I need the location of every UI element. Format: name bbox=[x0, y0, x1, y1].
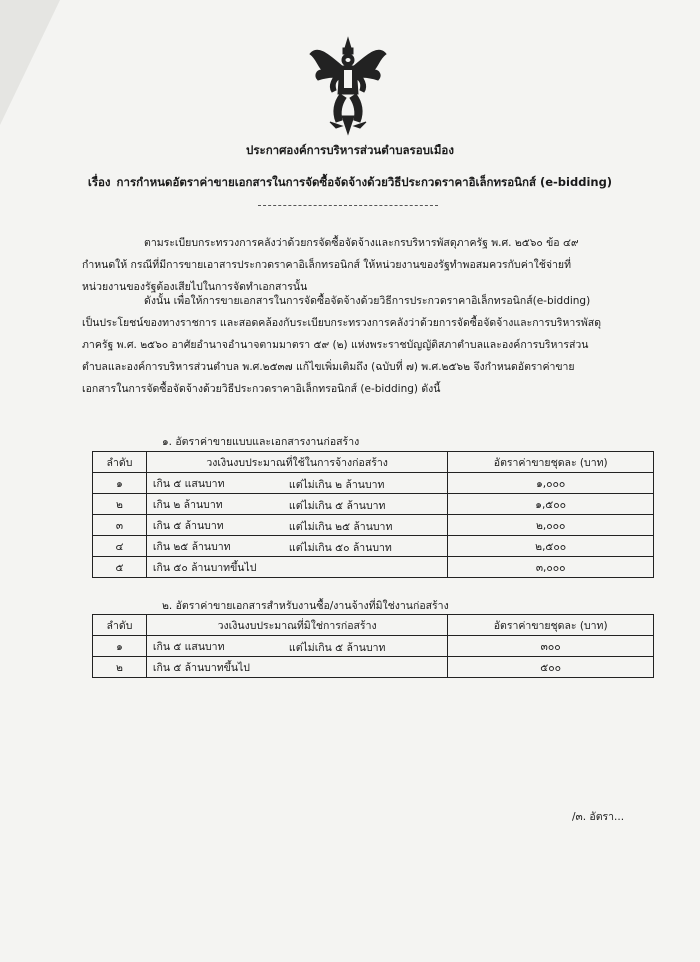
budget-range bbox=[146, 536, 447, 557]
price-cell: ๒,๐๐๐ bbox=[448, 515, 654, 536]
price-cell: ๕๐๐ bbox=[448, 657, 654, 678]
row-number: ๑ bbox=[93, 636, 147, 657]
budget-range bbox=[146, 636, 447, 657]
budget-min: เกิน ๕๐ ล้านบาทขึ้นไป bbox=[152, 561, 257, 574]
budget-max: แต่ไม่เกิน ๒ ล้านบาท bbox=[288, 479, 385, 491]
row-number: ๒ bbox=[93, 494, 147, 515]
page-fold-shadow bbox=[0, 0, 60, 125]
header-cell: วงเงินงบประมาณที่มิใช่การก่อสร้าง bbox=[146, 615, 447, 636]
budget-range bbox=[146, 473, 447, 494]
price-cell: ๒,๕๐๐ bbox=[448, 536, 654, 557]
paragraph-line: กำหนดให้ กรณีที่มีการขายเอาสารประกวดราคาอิเล็กทรอนิกส์ ให้หน่วยงานของรัฐทำพอสมควรกับค่าใช้จ่ายที่ bbox=[82, 259, 571, 271]
construction-rate-table bbox=[92, 451, 654, 578]
budget-max: แต่ไม่เกิน ๒๕ ล้านบาท bbox=[288, 521, 393, 533]
header-cell: อัตราค่าขายชุดละ (บาท) bbox=[448, 452, 654, 473]
table-row bbox=[93, 536, 654, 557]
header-cell: อัตราค่าขายชุดละ (บาท) bbox=[448, 615, 654, 636]
paragraph-line: ตำบลและองค์การบริหารส่วนตำบล พ.ศ.๒๕๓๗ แก้ไขเพิ่มเติมถึง (ฉบับที่ ๗) พ.ศ.๒๕๖๒ จึงกำหนดอัตราค่าขาย bbox=[82, 361, 575, 373]
price-cell: ๑,๐๐๐ bbox=[448, 473, 654, 494]
row-number: ๕ bbox=[93, 557, 147, 578]
table-row bbox=[93, 494, 654, 515]
subject-text: การกำหนดอัตราค่าขายเอกสารในการจัดซื้อจัดจ้างด้วยวิธีประกวดราคาอิเล็กทรอนิกส์ (e-bidding) bbox=[116, 175, 613, 189]
paragraph-line: ตามระเบียบกระทรวงการคลังว่าด้วยกรจัดซื้อจัดจ้างและกรบริหารพัสดุภาครัฐ พ.ศ. ๒๕๖๐ ข้อ ๔๙ bbox=[144, 237, 579, 249]
row-number: ๒ bbox=[93, 657, 147, 678]
budget-range bbox=[146, 494, 447, 515]
non-construction-rate-table bbox=[92, 614, 654, 678]
budget-min: เกิน ๕ ล้านบาทขึ้นไป bbox=[152, 661, 250, 674]
paragraph-line: หน่วยงานของรัฐต้องเสียไปในการจัดทำเอกสารนั้น bbox=[82, 281, 308, 293]
header-cell: ลำดับ bbox=[93, 615, 147, 636]
continued-page-marker: /๓. อัตรา... bbox=[572, 811, 625, 823]
header-cell: ลำดับ bbox=[93, 452, 147, 473]
budget-min: เกิน ๒ ล้านบาท bbox=[152, 498, 223, 511]
budget-max: แต่ไม่เกิน ๕ ล้านบาท bbox=[288, 642, 386, 654]
subject-line bbox=[0, 174, 700, 192]
table-header-row bbox=[93, 452, 654, 473]
paragraph-line: ภาครัฐ พ.ศ. ๒๕๖๐ อาศัยอำนาจอำนาจตามมาตรา ๕๙ (๒) แห่งพระราชบัญญัติสภาตำบลและองค์การบริหารส่วน bbox=[82, 339, 589, 351]
price-cell: ๓๐๐ bbox=[448, 636, 654, 657]
divider bbox=[258, 205, 438, 206]
subject-label: เรื่อง bbox=[87, 175, 111, 189]
table-row bbox=[93, 473, 654, 494]
budget-min: เกิน ๕ ล้านบาท bbox=[152, 519, 224, 532]
budget-min: เกิน ๒๕ ล้านบาท bbox=[152, 540, 231, 553]
row-number: ๔ bbox=[93, 536, 147, 557]
paragraph-line: ดังนั้น เพื่อให้การขายเอกสารในการจัดซื้อจัดจ้างด้วยวิธีการประกวดราคาอิเล็กทรอนิกส์(e-bidding) bbox=[144, 295, 591, 307]
paragraph-line: เป็นประโยชน์ของทางราชการ และสอดคล้องกับระเบียบกระทรวงการคลังว่าด้วยการจัดซื้อจัดจ้างและการบริหารพัสดุ bbox=[82, 317, 602, 329]
table-row bbox=[93, 636, 654, 657]
budget-max: แต่ไม่เกิน ๕๐ ล้านบาท bbox=[288, 542, 392, 554]
paragraph-regulation bbox=[82, 232, 658, 298]
budget-min: เกิน ๕ แสนบาท bbox=[152, 477, 225, 490]
table-row bbox=[93, 557, 654, 578]
budget-range bbox=[146, 515, 447, 536]
garuda-emblem-icon bbox=[306, 36, 390, 136]
budget-min: เกิน ๕ แสนบาท bbox=[152, 640, 225, 653]
header-cell: วงเงินงบประมาณที่ใช้ในการจ้างก่อสร้าง bbox=[146, 452, 447, 473]
budget-range bbox=[146, 557, 447, 578]
table1-caption: ๑. อัตราค่าขายแบบและเอกสารงานก่อสร้าง bbox=[162, 436, 360, 448]
budget-range bbox=[146, 657, 447, 678]
paragraph-announcement bbox=[82, 290, 658, 400]
price-cell: ๓,๐๐๐ bbox=[448, 557, 654, 578]
row-number: ๓ bbox=[93, 515, 147, 536]
organization-title: ประกาศองค์การบริหารส่วนตำบลรอบเมือง bbox=[246, 143, 454, 157]
budget-max: แต่ไม่เกิน ๕ ล้านบาท bbox=[288, 500, 386, 512]
table-row bbox=[93, 657, 654, 678]
paragraph-line: เอกสารในการจัดซื้อจัดจ้างด้วยวิธีประกวดราคาอิเล็กทรอนิกส์ (e-bidding) ดังนี้ bbox=[82, 383, 441, 395]
table-row bbox=[93, 515, 654, 536]
table2-caption: ๒. อัตราค่าขายเอกสารสำหรับงานซื้อ/งานจ้างที่มิใช่งานก่อสร้าง bbox=[162, 600, 449, 612]
table-header-row bbox=[93, 615, 654, 636]
price-cell: ๑,๕๐๐ bbox=[448, 494, 654, 515]
row-number: ๑ bbox=[93, 473, 147, 494]
